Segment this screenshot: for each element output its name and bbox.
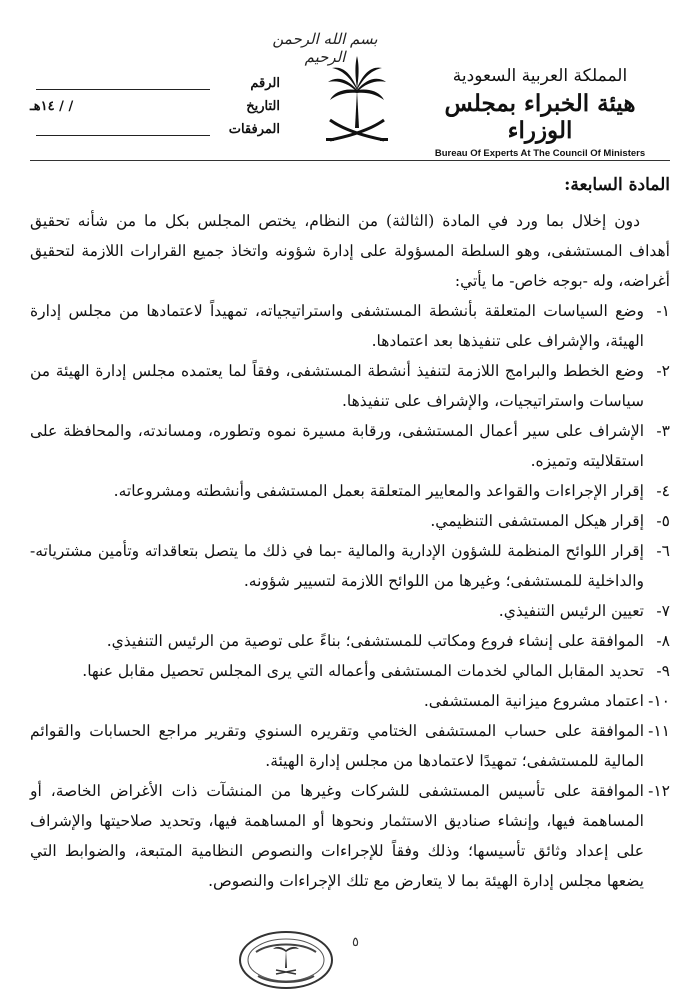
bismillah-calligraphy: بسم الله الرحمن الرحيم: [272, 30, 378, 66]
bureau-name-arabic: هيئة الخبراء بمجلس الوزراء: [444, 90, 636, 144]
item-text: الإشراف على سير أعمال المستشفى، ورقابة مسيرة نموه وتطوره، ومساندته، والمحافظة على استقلاليته وتميزه.: [30, 422, 644, 470]
list-item: [30, 716, 670, 776]
list-item: [30, 356, 670, 416]
list-item: [30, 506, 670, 536]
bureau-name-english: Bureau Of Experts At The Council Of Ministers: [434, 148, 646, 159]
ref-number-row: [30, 72, 280, 95]
item-text: الموافقة على إنشاء فروع ومكاتب للمستشفى؛ بناءً على توصية من الرئيس التنفيذي.: [106, 632, 644, 650]
item-number: ٨-: [656, 632, 670, 650]
item-text: وضع السياسات المتعلقة بأنشطة المستشفى واستراتيجياته، تمهيداً لاعتمادها من مجلس إدارة الهيئة، والإشراف على تنفيذها بعد اعتمادها.: [30, 302, 644, 350]
ref-date-row: [30, 95, 280, 118]
item-text: إقرار هيكل المستشفى التنظيمي.: [430, 512, 644, 530]
ref-date-label: التاريخ: [246, 99, 280, 114]
article-body: [30, 170, 670, 896]
organization-name: [420, 66, 660, 159]
item-number: ٥-: [656, 512, 670, 530]
item-number: ١-: [656, 302, 670, 320]
saudi-emblem-icon: [322, 50, 392, 145]
list-item: [30, 476, 670, 506]
item-number: ٦-: [656, 542, 670, 560]
item-number: ٧-: [656, 602, 670, 620]
item-number: ١١-: [648, 722, 670, 740]
article-title: المادة السابعة:: [564, 175, 670, 195]
ref-date-value: / / ١٤هـ: [30, 99, 74, 114]
letterhead: [0, 0, 700, 165]
ref-number-line: [36, 77, 210, 90]
item-number: ٤-: [656, 482, 670, 500]
page-number: ٥: [352, 935, 359, 950]
article-intro: دون إخلال بما ورد في المادة (الثالثة) من النظام، يختص المجلس بكل ما من شأنه تحقيق أهداف المستشفى، وهو السلطة المسؤولة على إدارة شؤونه واتخاذ جميع القرارات اللازمة لتحقيق أغراضه، وله -بوجه خاص- ما يأتي:: [30, 212, 670, 290]
kingdom-name: المملكة العربية السعودية: [452, 66, 628, 86]
item-text: الموافقة على حساب المستشفى الختامي وتقريره السنوي وتقرير مراجع الحسابات والقوائم المالية للمستشفى؛ تمهيدًا لاعتمادها من مجلس إدارة الهيئة.: [30, 722, 644, 770]
item-text: الموافقة على تأسيس المستشفى للشركات وغيرها من المنشآت ذات الأغراض الخاصة، أو المساهمة فيها، وإنشاء صناديق الاستثمار ونحوها أو المساهمة فيها، وتحديد صلاحيتها والإشراف على إعداد وثائق تأسيسها؛ وذلك وفقاً للإجراءات والنصوص النظامية المتبعة، والضوابط التي يضعها مجلس إدارة الهيئة بما لا يتعارض مع تلك الإجراءات والنصوص.: [30, 782, 644, 890]
item-number: ٣-: [656, 422, 670, 440]
item-text: إقرار اللوائح المنظمة للشؤون الإدارية والمالية -بما في ذلك ما يتصل بتعاقداته وتأمين مشترياته- والداخلية للمستشفى؛ وغيرها من اللوائح اللازمة لتسيير شؤونه.: [30, 542, 644, 590]
item-number: ٩-: [656, 662, 670, 680]
list-item: [30, 596, 670, 626]
list-item: [30, 656, 670, 686]
list-item: [30, 416, 670, 476]
header-divider: [30, 160, 670, 161]
ref-attachments-row: [30, 118, 280, 141]
item-number: ٢-: [656, 362, 670, 380]
list-item: [30, 536, 670, 596]
list-item: [30, 776, 670, 896]
ref-number-label: الرقم: [250, 76, 280, 91]
item-number: ١٢-: [648, 782, 670, 800]
item-number: ١٠-: [648, 692, 670, 710]
item-text: اعتماد مشروع ميزانية المستشفى.: [423, 692, 644, 710]
reference-block: [30, 72, 280, 141]
official-seal-icon: [236, 928, 336, 992]
item-text: تعيين الرئيس التنفيذي.: [498, 602, 644, 620]
item-text: وضع الخطط والبرامج اللازمة لتنفيذ أنشطة المستشفى، وفقاً لما يعتمده مجلس إدارة الهيئة من سياسات واستراتيجيات، والإشراف على تنفيذها.: [30, 362, 644, 410]
ref-attachments-line: [36, 123, 210, 136]
list-item: [30, 686, 670, 716]
list-item: [30, 296, 670, 356]
item-text: تحديد المقابل المالي لخدمات المستشفى وأعماله التي يرى المجلس تحصيل مقابل عنها.: [82, 662, 644, 680]
ref-attachments-label: المرفقات: [228, 122, 280, 137]
list-item: [30, 626, 670, 656]
item-text: إقرار الإجراءات والقواعد والمعايير المتعلقة بعمل المستشفى وأنشطته ومشروعاته.: [113, 482, 644, 500]
